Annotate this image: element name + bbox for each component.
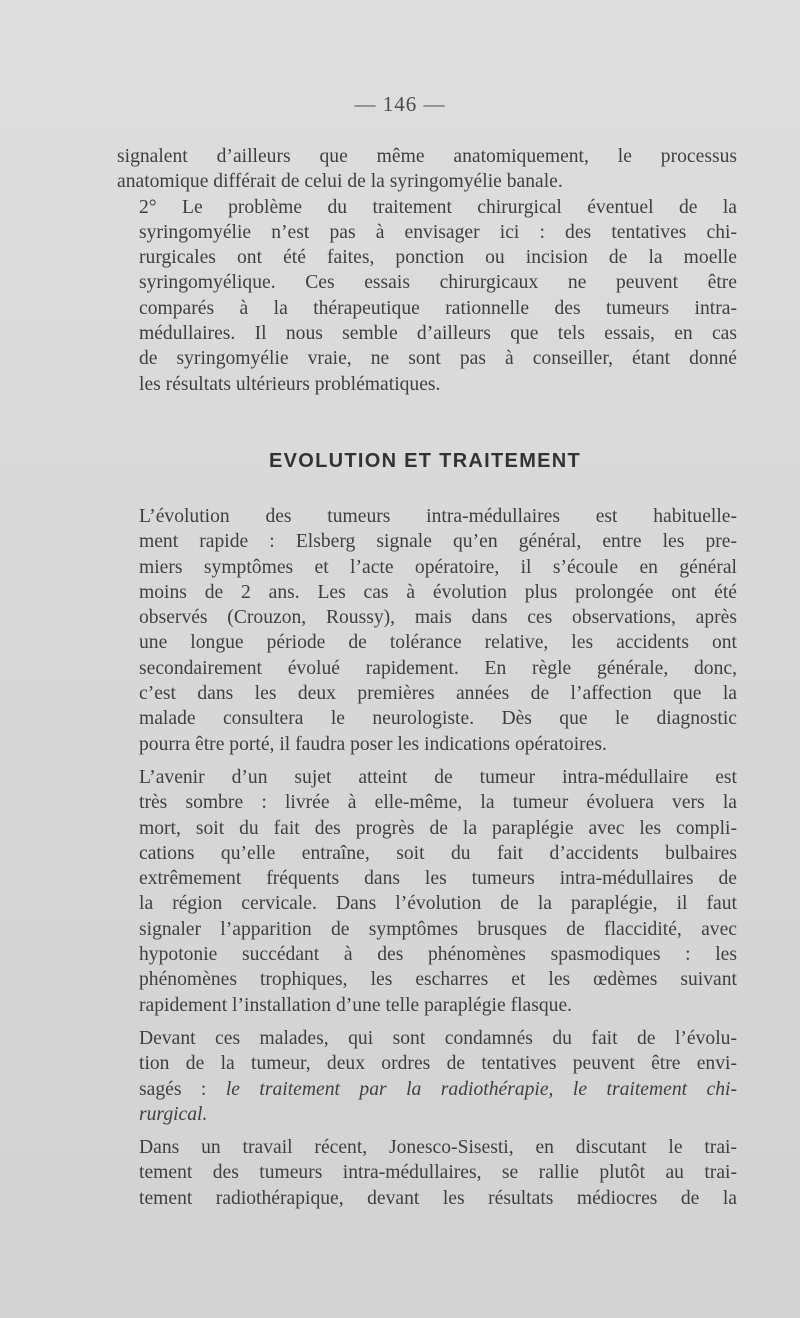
text-line: miers symptômes et l’acte opératoire, il s’écoule en général — [139, 556, 737, 578]
text-line: très sombre : livrée à elle-même, la tumeur évoluera vers la — [139, 792, 737, 814]
text-line: c’est dans les deux premières années de l’affection que la — [139, 683, 737, 705]
text-line: syringomyélique. Ces essais chirurgicaux ne peuvent être — [139, 272, 737, 294]
text-line: mort, soit du fait des progrès de la paraplégie avec les compli- — [139, 817, 737, 839]
text-line: 2° Le problème du traitement chirurgical éventuel de la — [139, 196, 737, 218]
text-line: Dans un travail récent, Jonesco-Sisesti, en discutant le trai- — [139, 1137, 737, 1159]
text-line: la région cervicale. Dans l’évolution de la paraplégie, il faut — [139, 893, 737, 915]
paragraph-recent-work — [117, 1135, 737, 1211]
text-line: anatomique différait de celui de la syringomyélie banale. — [117, 171, 563, 193]
text-line: ment rapide : Elsberg signale qu’en général, entre les pre- — [139, 531, 737, 553]
text-line: signalent d’ailleurs que même anatomiquement, le processus — [117, 146, 737, 167]
text-line: rapidement l’installation d’une telle paraplégie flasque. — [139, 994, 573, 1016]
text-line: L’évolution des tumeurs intra-médullaires est habituelle- — [139, 506, 737, 527]
paragraph-treatment-options — [117, 1026, 737, 1127]
italic-treatment-text: rurgical. — [139, 1103, 208, 1125]
paragraph-evolution — [117, 504, 737, 757]
section-title: EVOLUTION ET TRAITEMENT — [268, 450, 582, 472]
text-line: phénomènes trophiques, les escharres et les œdèmes suivant — [139, 969, 737, 991]
text-line: comparés à la thérapeutique rationnelle des tumeurs intra- — [139, 297, 737, 319]
main-text-block — [117, 504, 737, 1211]
text-line: de syringomyélie vraie, ne sont pas à conseiller, étant donné — [139, 348, 737, 370]
text-line: médullaires. Il nous semble d’ailleurs que tels essais, en cas — [139, 323, 737, 345]
text-line: rurgicales ont été faites, ponction ou incision de la moelle — [139, 247, 737, 269]
page-number: — 146 — — [354, 92, 446, 116]
text-line: moins de 2 ans. Les cas à évolution plus prolongée ont été — [139, 581, 737, 603]
text-line-mixed — [117, 1077, 737, 1102]
text-line: une longue période de tolérance relative, les accidents ont — [139, 632, 737, 654]
text-line: secondairement évolué rapidement. En règle générale, donc, — [139, 657, 737, 679]
top-text-block — [117, 144, 737, 397]
text-line: hypotonie succédant à des phénomènes spasmodiques : les — [139, 944, 737, 966]
text-line: tement radiothérapique, devant les résultats médiocres de la — [139, 1187, 737, 1209]
text-line: Devant ces malades, qui sont condamnés du fait de l’évolu- — [139, 1027, 737, 1049]
text-fragment: sagés : — [139, 1078, 226, 1100]
text-line: L’avenir d’un sujet atteint de tumeur intra-médullaire est — [139, 766, 737, 788]
text-line: malade consultera le neurologiste. Dès que le diagnostic — [139, 708, 737, 730]
text-line: les résultats ultérieurs problématiques. — [139, 373, 441, 395]
text-line: pourra être porté, il faudra poser les indications opératoires. — [139, 733, 607, 755]
text-line: tion de la tumeur, deux ordres de tentatives peuvent être envi- — [139, 1053, 737, 1075]
text-line: cations qu’elle entraîne, soit du fait d’accidents bulbaires — [139, 842, 737, 864]
paragraph-prognosis — [117, 765, 737, 1018]
text-line: signaler l’apparition de symptômes brusques de flaccidité, avec — [139, 918, 737, 940]
text-line: extrêmement fréquents dans les tumeurs intra-médullaires de — [139, 868, 737, 890]
text-line: syringomyélie n’est pas à envisager ici : des tentatives chi- — [139, 221, 737, 243]
italic-treatment-text: le traitement par la radiothérapie, le traitement chi- — [225, 1078, 737, 1100]
text-line: observés (Crouzon, Roussy), mais dans ces observations, après — [139, 607, 737, 629]
paragraph-continuation — [117, 144, 737, 195]
text-line: tement des tumeurs intra-médullaires, se rallie plutôt au trai- — [139, 1162, 737, 1184]
paragraph-surgical-problem — [117, 195, 737, 397]
